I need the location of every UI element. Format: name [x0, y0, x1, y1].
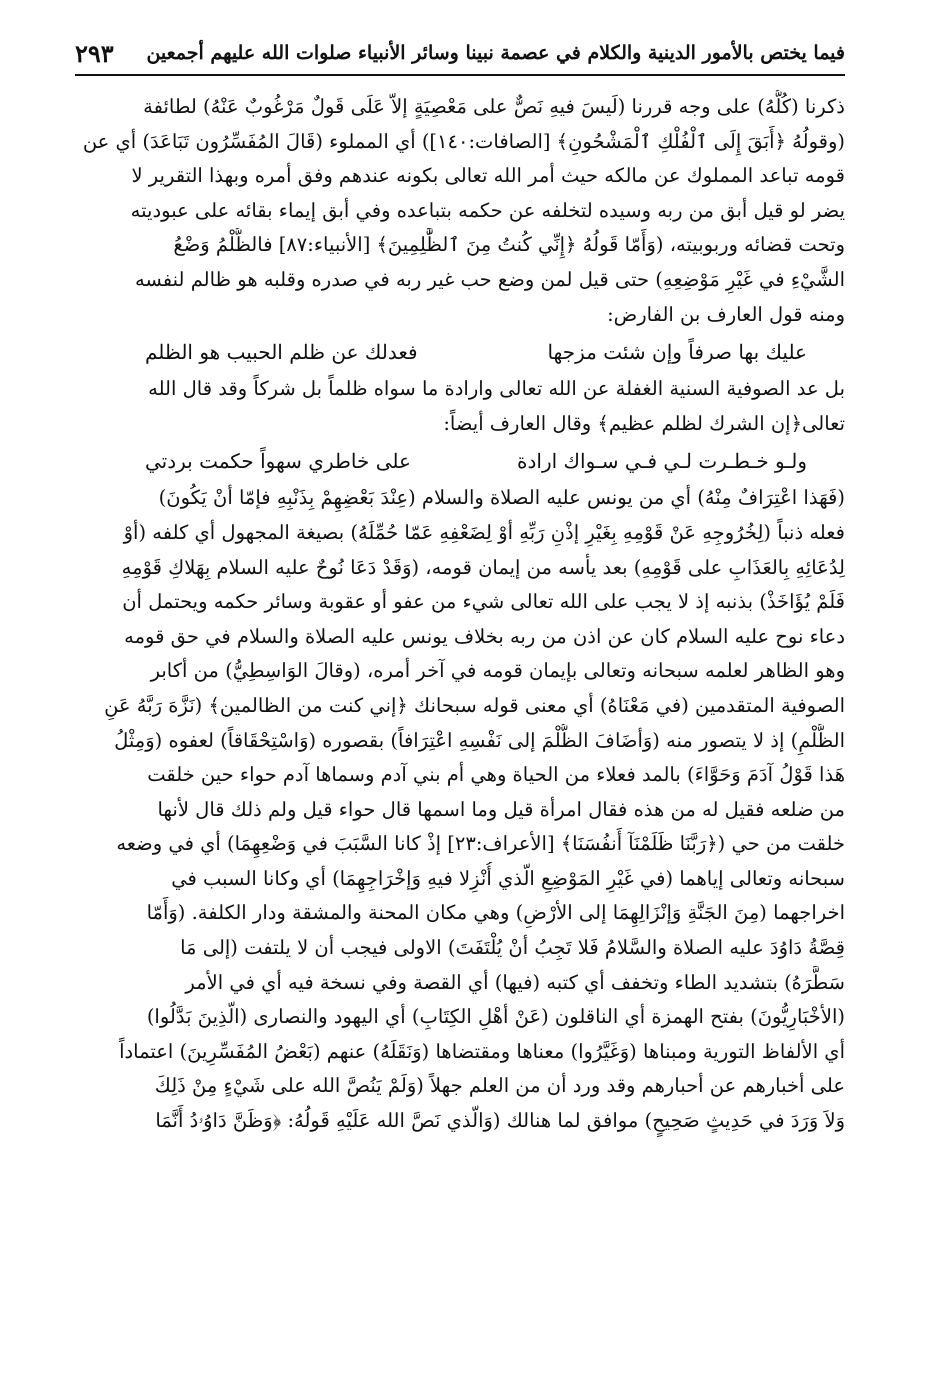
text-line: سَطَّرَهُ) بتشديد الطاء وتخفف أي كتبه (فيها) أي القصة وفي نسخة فيه أي في الأمر	[185, 970, 845, 994]
text-line: اخراجهما (مِنَ الجَنَّةِ وَإنْزَالِهِمَا إلى الأرْضِ) وهي مكان المحنة والمشقة ودار الكلفة. (وَأَمّا	[146, 901, 845, 925]
text-line: فَلَمْ يُؤَاخَذْ) بذنبه إذ لا يجب على الله تعالى شيء من عفو أو عقوبة وسائر حكمه ويحتمل أن	[122, 590, 845, 614]
text-line: دعاء نوح عليه السلام كان عن اذن من ربه بخلاف يونس عليه الصلاة والسلام في حق قومه	[124, 624, 845, 648]
text-line: ذكرنا (كُلُّهُ) على وجه قررنا (لَيسَ فيهِ نَصٌّ على مَعْصِيَةٍ إلاّ عَلَى قَولٌ مَرْغُوبٌ عَنْهُ) لطائفة	[143, 95, 845, 118]
verse-hemistich-first: ولـو خـطـرت لـي فـي سـواك ارادة	[517, 449, 807, 474]
text-line: ومنه قول العارف بن الفارض:	[607, 302, 845, 326]
poetry-verse	[75, 441, 845, 481]
header-title: فيما يختص بالأمور الدينية والكلام في عصمة نبينا وسائر الأنبياء صلوات الله عليهم أجمعين	[146, 42, 845, 64]
text-line: وَلاَ وَرَدَ في حَدِيثٍ صَحِيحٍ) موافق لما هنالك (وَالّذي نَصَّ الله عَلَيْهِ قَولُهُ: ﴿وَظَنَّ دَاوُۥدُ أَنَّمَا	[155, 1109, 845, 1133]
verse-hemistich-first: عليك بها صرفاً وإن شئت مزجها	[547, 340, 807, 365]
header-rule	[75, 74, 845, 76]
text-line: (فَهَذا اعْتِرَافٌ مِنْهُ) أي من يونس عليه الصلاة والسلام (عِنْدَ بَعْضِهِمْ بِذَنْبِهِ فإمّا أنْ يَكُونَ)	[158, 486, 845, 510]
text-line: الظُّلْمِ) إذ لا يتصور منه (وَأضَافَ الظُّلْمَ إلى نَفْسِهِ اعْتِرَافاً) بقصوره (وَاسْتِحْقَاقاً) لعفوه (وَمِثْلُ	[114, 728, 845, 752]
verse-hemistich-second: فعدلك عن ظلم الحبيب هو الظلم	[145, 340, 418, 365]
text-line: على أخبارهم عن أحبارهم وقد ورد أن من العلم جهلاً (وَلَمْ يَنُصَّ الله على شَيْءٍ مِنْ ذَلِكَ	[154, 1074, 845, 1098]
text-line: بل عد الصوفية السنية الغفلة عن الله تعالى وارادة ما سواه ظلماً بل شركاً وقد قال الله	[148, 377, 845, 401]
body-text	[75, 90, 845, 1139]
text-line: وتحت قضائه وربوبيته، (وَأَمّا قَولُهُ ﴿إِنِّي كُنتُ مِنَ ٱلظَّٰلِمِينَ﴾ [الأنبياء:٨٧] فالظُّلْمُ وَضْعُ	[173, 233, 845, 257]
text-line: تعالى﴿إن الشرك لظلم عظيم﴾ وقال العارف أيضاً:	[443, 411, 845, 435]
running-header	[75, 34, 845, 72]
text-line: سبحانه وتعالى إياهما (في غَيْرِ المَوْضِعِ الّذي أُنْزِلا فيهِ وَإخْرَاجِهِمَا) أي وكانا السبب في	[171, 866, 845, 890]
text-line: يضر لو قيل أبق من ربه وسيده لتخلفه عن حكمه بتباعده وفي أبق إيماء بقائه على عبوديته	[130, 198, 845, 222]
text-line: قِصَّةُ دَاوُدَ عليه الصلاة والسَّلامُ فَلا تَجِبُ أنْ يُلْتَفَتَ) الاولى فيجب أن لا يلتفت (إلى مَا	[180, 936, 845, 960]
text-line: أي الألفاظ التورية ومبناها (وَغَيَّرُوا) معناها ومقتضاها (وَنَقَلَهُ) عنهم (بَعْضُ المُفَسِّرِينَ) اعتماداً	[119, 1039, 845, 1063]
text-line: الشَّيْءِ في غَيْرِ مَوْضِعِهِ) حتى قيل لمن وضع حب غير ربه في صدره وقلبه هو ظالم لنفسه	[134, 267, 845, 291]
text-line: قومه تباعد المملوك عن مالكه حيث أمر الله تعالى بكونه عندهم وفق أمره وبهذا التقرير لا	[131, 164, 845, 188]
text-line: وهو الظاهر لعلمه سبحانه وتعالى بإيمان قومه في آخر أمره، (وقالَ الوَاسِطِيُّ) من أكابر	[150, 659, 845, 683]
text-line: خلقت من حي (﴿رَبَّنَا ظَلَمْنَآ أَنفُسَنَا﴾ [الأعراف:٢٣] إذْ كانا السَّبَبَ في وَضْعِهِمَا) أي في وضعه	[116, 832, 845, 856]
text-line: فعله ذنباً (لِخُرُوجِهِ عَنْ قَوْمِهِ بِغَيْرِ إذْنِ رَبِّهِ أوْ لِضَعْفِهِ عَمّا حُمِّلَهُ) بصيغة المجهول أي كلفه (أوْ	[123, 520, 845, 544]
text-line: من ضلعه فقيل له من هذه فقال امرأة قيل وما اسمها قال حواء قيل ولم ذلك قال لأنها	[157, 797, 845, 821]
poetry-verse	[75, 332, 845, 372]
text-line: هَذا قَوْلُ آدَمَ وَحَوَّاءَ) بالمد فعلاء من الحياة وهي أم بني آدم وسماها آدم حواء حين خلقت	[147, 763, 845, 787]
verse-hemistich-second: على خاطري سهواً حكمت بردتي	[145, 449, 411, 474]
text-line: لِدُعَائِهِ بِالعَذَابِ على قَوْمِهِ) بعد يأسه من إيمان قومه، (وَقَدْ دَعَا نُوحٌ عليه السلام بِهَلاكِ قَوْمِهِ	[121, 555, 845, 579]
page-number: ٢٩٣	[75, 38, 114, 68]
text-line: الصوفية المتقدمين (في مَعْنَاهُ) أي معنى قوله سبحانك ﴿إني كنت من الظالمين﴾ (نَزَّهَ رَبَّهُ عَنِ	[104, 693, 845, 717]
text-line: (وقولُهُ ﴿أَبَقَ إِلَى ٱلْفُلْكِ ٱلْمَشْحُونِ﴾ [الصافات:١٤٠]) أي المملوء (قَالَ المُفَسِّرُون تَبَاعَدَ) أي عن	[82, 129, 845, 153]
text-line: (الأخْبَارِيُّونَ) بفتح الهمزة أي الناقلون (عَنْ أهْلِ الكِتَابِ) أي اليهود والنصارى (الّذِينَ بَدَّلُوا)	[146, 1005, 845, 1029]
